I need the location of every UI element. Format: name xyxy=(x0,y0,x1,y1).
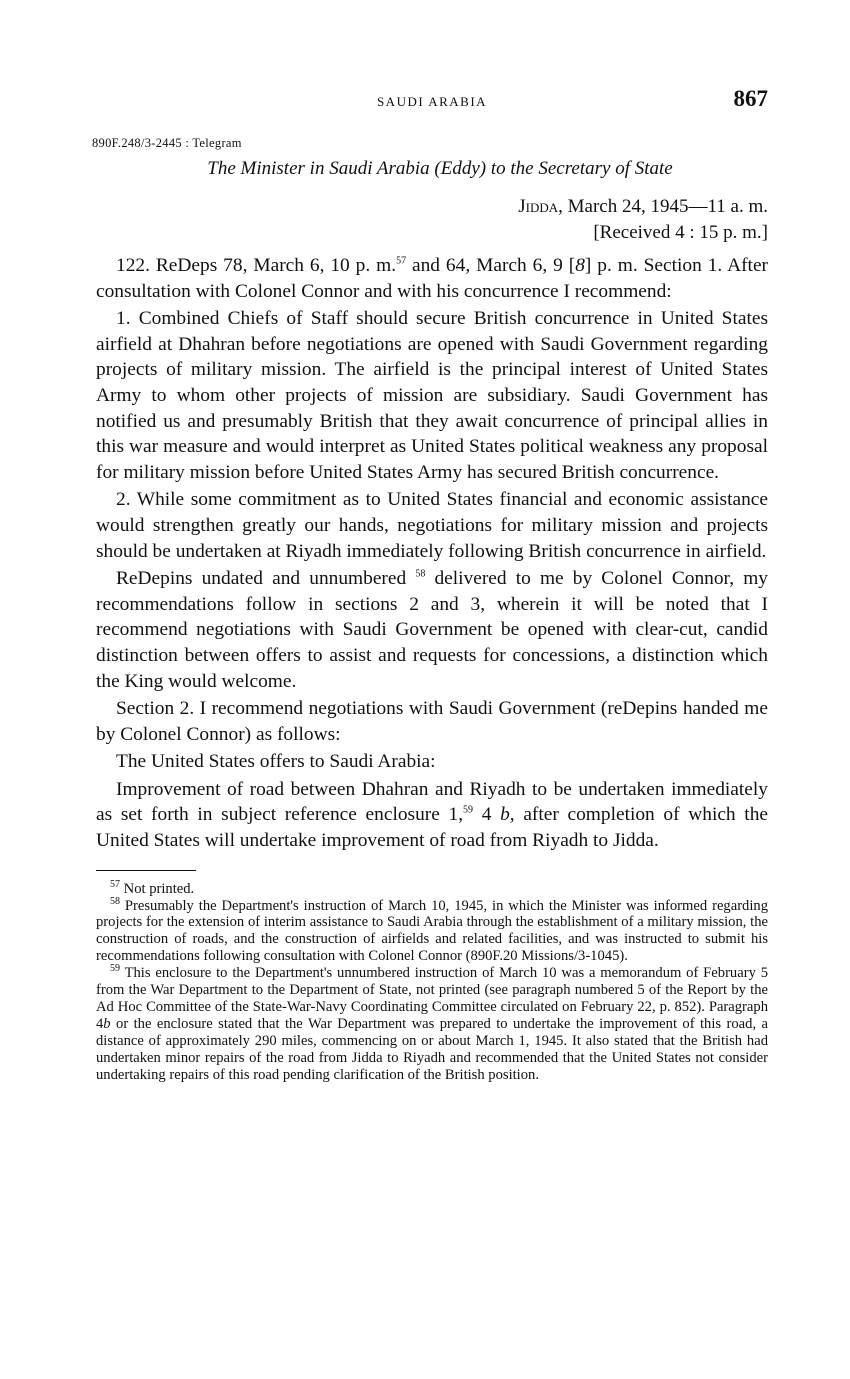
footnote-ref-57: 57 xyxy=(396,255,407,267)
dateline xyxy=(96,194,768,246)
footnote-59 xyxy=(96,965,768,1083)
footnote-59-text-b: or the enclosure stated that the War Department was prepared to undertake the improvement of this road, a distance of approximately 290 miles, commencing on or about March 1, 1945. It also stated that the British had undertaken minor repairs of the road from Jidda to Riyadh and recommended that the United States not consider undertaking repairs of this road pending clarification of the British position. xyxy=(96,1015,768,1083)
running-head-title: SAUDI ARABIA xyxy=(376,94,488,109)
paragraph-6: The United States offers to Saudi Arabia: xyxy=(116,751,436,773)
p7-text-a: Improvement of road between Dhahran and Riyadh to be undertaken immediately as set forth in subject reference enclosure 1, xyxy=(96,778,768,826)
document-page xyxy=(92,82,769,1084)
footnote-59-italic: b xyxy=(103,1015,111,1032)
dateline-date: , March 24, 1945—11 a. m. xyxy=(558,196,768,217)
paragraph-7 xyxy=(96,777,768,854)
paragraph-1 xyxy=(96,253,768,304)
p7-text-b: 4 xyxy=(473,804,501,826)
footnote-59-text-a: This enclosure to the Department's unnumbered instruction of March 10 was a memorandum of February 5 from the War Department to the Department of State, not printed (see paragraph numbered 5 of the Report by the Ad Hoc Committee of the State-War-Navy Coordinating Committee circulated on February 22, p. 852). Paragraph 4 xyxy=(96,965,768,1032)
paragraph-2: 1. Combined Chiefs of Staff should secure British concurrence in United States airfield at Dhahran before negotiations are opened with Saudi Government regarding projects of military mission. The airfield is the principal interest of United States Army to whom other projects of mission are subsidiary. Saudi Government has notified us and presumably British that they await concurrence of principal allies in this war measure and would interpret as United States political weakness any proposal for military mission before United States Army has secured British concurrence. xyxy=(96,308,768,483)
document-title: The Minister in Saudi Arabia (Eddy) to the Secretary of State xyxy=(207,158,673,179)
footnotes xyxy=(96,878,768,1084)
p7-italic: b xyxy=(500,804,510,826)
footnote-ref-58: 58 xyxy=(415,568,426,580)
footnote-58 xyxy=(96,895,768,966)
footnote-58-text: Presumably the Department's instruction of March 10, 1945, in which the Minister was informed regarding projects for the extension of interim assistance to Saudi Arabia through the establishment of a military mission, the construction of roads, and the construction of airfields and related facilities, and was instructed to submit his recommendations following consultation with Colonel Connor (890F.20 Missions/3-1045). xyxy=(96,897,768,965)
dateline-received: [Received 4 : 15 p. m.] xyxy=(593,222,768,243)
p4-text-a: ReDepins undated and unnumbered xyxy=(116,568,416,590)
footnote-57 xyxy=(96,878,768,898)
running-head xyxy=(96,82,768,122)
dateline-sent xyxy=(96,194,768,220)
p1-text-b: and 64, March 6, 9 [ xyxy=(406,255,576,276)
footnote-divider xyxy=(96,870,196,871)
p1-text-c: ] p. m. Section 1. After consultation with Colonel Connor and with his concurrence I recommend: xyxy=(96,255,769,302)
paragraph-4 xyxy=(96,566,768,694)
dateline-place: Jidda xyxy=(518,196,559,217)
footnote-59-number: 59 xyxy=(110,963,120,975)
paragraph-3: 2. While some commitment as to United States financial and economic assistance would strengthen greatly our hands, negotiations for military mission and projects should be undertaken at Riyadh immediately following British concurrence in airfield. xyxy=(96,489,768,562)
footnote-ref-59: 59 xyxy=(463,805,474,816)
footnote-58-number: 58 xyxy=(110,895,120,907)
page-number: 867 xyxy=(733,86,768,111)
footnote-57-number: 57 xyxy=(110,878,120,890)
p7-text-c: , after completion of which the United States will undertake improvement of road from Riyadh to Jidda. xyxy=(96,804,768,852)
p1-text-a: 122. ReDeps 78, March 6, 10 p. m. xyxy=(116,255,397,276)
p4-text-b: delivered to me by Colonel Connor, my recommendations follow in sections 2 and 3, wherein it will be noted that I recommend negotiations with Saudi Government be opened with clear-cut, candid distinction between offers to assist and requests for concessions, a distinction which the King would welcome. xyxy=(96,568,769,692)
p1-italic: 8 xyxy=(575,255,585,276)
telegram-body xyxy=(96,253,768,854)
file-reference: 890F.248/3-2445 : Telegram xyxy=(92,136,242,150)
paragraph-5: Section 2. I recommend negotiations with Saudi Government (reDepins handed me by Colonel Connor) as follows: xyxy=(96,698,768,745)
footnote-57-text: Not printed. xyxy=(120,880,195,897)
